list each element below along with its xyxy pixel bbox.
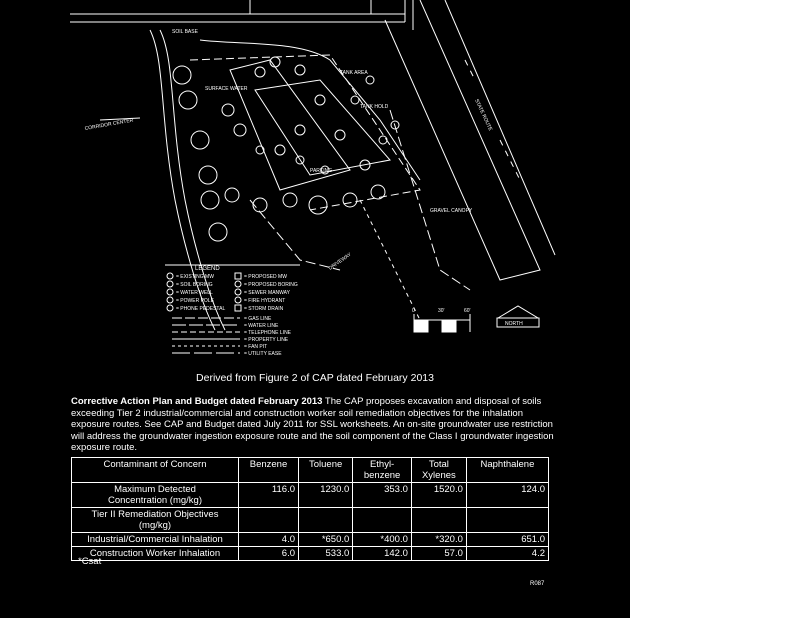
map-label-surface-water: SURFACE WATER [205, 86, 248, 92]
table-cell: 6.0 [239, 547, 299, 561]
legend-line-0: = GAS LINE [244, 316, 272, 322]
col-header-benzene: Benzene [239, 458, 299, 483]
legend-line-4: = FAN PIT [244, 344, 268, 350]
table-cell: *320.0 [411, 533, 466, 547]
legend-line-3: = PROPERTY LINE [244, 337, 289, 343]
table-cell: 57.0 [411, 547, 466, 561]
table-cell: 651.0 [466, 533, 548, 547]
col-header-xylenes: Total Xylenes [411, 458, 466, 483]
table-cell: 533.0 [299, 547, 353, 561]
legend-symbol-0: = EXISTING MW [176, 274, 214, 280]
col-header-ethylbenzene: Ethyl- benzene [353, 458, 412, 483]
legend-symbol-4: = PHONE PEDESTAL [176, 306, 226, 312]
map-label-soil-base: SOIL BASE [172, 29, 198, 35]
col-header-naphthalene: Naphthalene [466, 458, 548, 483]
legend-symbol-2: = WATER WELL [176, 290, 213, 296]
legend-line-5: = UTILITY EASE [244, 351, 282, 357]
table-cell: 4.0 [239, 533, 299, 547]
site-map-figure [0, 0, 630, 365]
table-cell: 353.0 [353, 483, 412, 508]
map-label-road: STATE ROUTE [473, 98, 494, 132]
legend-symbol-3: = POWER POLE [176, 298, 214, 304]
col-header-toluene: Toluene [299, 458, 353, 483]
map-label-tank-area: TANK AREA [340, 70, 368, 76]
north-arrow-label: NORTH [505, 321, 523, 327]
table-row [72, 508, 549, 533]
map-label-drive: DRIVEWAY [327, 251, 353, 272]
legend-line-1: = WATER LINE [244, 323, 279, 329]
table-cell: 142.0 [353, 547, 412, 561]
scale-label-mid: 30' [438, 308, 445, 314]
map-label-left: CORRIDOR CENTER [84, 117, 134, 132]
row-label: Tier II Remediation Objectives (mg/kg) [72, 508, 239, 533]
figure-caption: Derived from Figure 2 of CAP dated February 2013 [196, 372, 434, 384]
table-header-row [72, 458, 549, 483]
legend-title: LEGEND [195, 266, 220, 272]
map-label-parking: PARKING [310, 168, 333, 174]
table-cell [466, 508, 548, 533]
table-row [72, 547, 549, 561]
table-cell: 124.0 [466, 483, 548, 508]
table-cell [411, 508, 466, 533]
row-label: Construction Worker Inhalation [72, 547, 239, 561]
table-footnote: *Csat [78, 556, 102, 567]
table-cell: 1230.0 [299, 483, 353, 508]
table-cell: 1520.0 [411, 483, 466, 508]
map-label-gravel: GRAVEL CANOPY [430, 208, 473, 214]
table-cell: *650.0 [299, 533, 353, 547]
legend-line-2: = TELEPHONE LINE [244, 330, 292, 336]
paragraph-heading: Corrective Action Plan and Budget dated February 2013 [71, 396, 323, 407]
table-cell [299, 508, 353, 533]
legend-symbol-1: = SOIL BORING [176, 282, 213, 288]
legend-symbol-right-4: = STORM DRAIN [244, 306, 284, 312]
legend-symbol-right-3: = FIRE HYDRANT [244, 298, 286, 304]
page-number: R087 [530, 581, 545, 587]
row-label: Industrial/Commercial Inhalation [72, 533, 239, 547]
row-label: Maximum Detected Concentration (mg/kg) [72, 483, 239, 508]
table-cell [239, 508, 299, 533]
table-row [72, 533, 549, 547]
remediation-table [71, 457, 549, 561]
scale-label-end: 60' [464, 308, 471, 314]
body-paragraph [71, 396, 561, 454]
table-cell: 116.0 [239, 483, 299, 508]
table-cell: 4.2 [466, 547, 548, 561]
col-header-contaminant: Contaminant of Concern [72, 458, 239, 483]
legend-symbol-right-2: = SEWER MANWAY [244, 290, 290, 296]
legend-symbol-right-0: = PROPOSED MW [244, 274, 287, 280]
table-cell: *400.0 [353, 533, 412, 547]
table-row [72, 483, 549, 508]
scale-label-zero: 0 [412, 308, 415, 314]
legend-symbol-right-1: = PROPOSED BORING [244, 282, 298, 288]
paragraph-body: The CAP proposes excavation and disposal of soils exceeding Tier 2 industrial/commercial and construction worker soil remediation objectives for the inhalation exposure routes. See CAP and Budget dated July 2011 for SSL worksheets. An on-site groundwater use restriction will address the groundwater ingestion exposure route and the soil component of the Class I groundwater ingestion exposure route. [71, 396, 554, 453]
map-label-tank-hold: TANK HOLD [360, 104, 389, 110]
table-cell [353, 508, 412, 533]
